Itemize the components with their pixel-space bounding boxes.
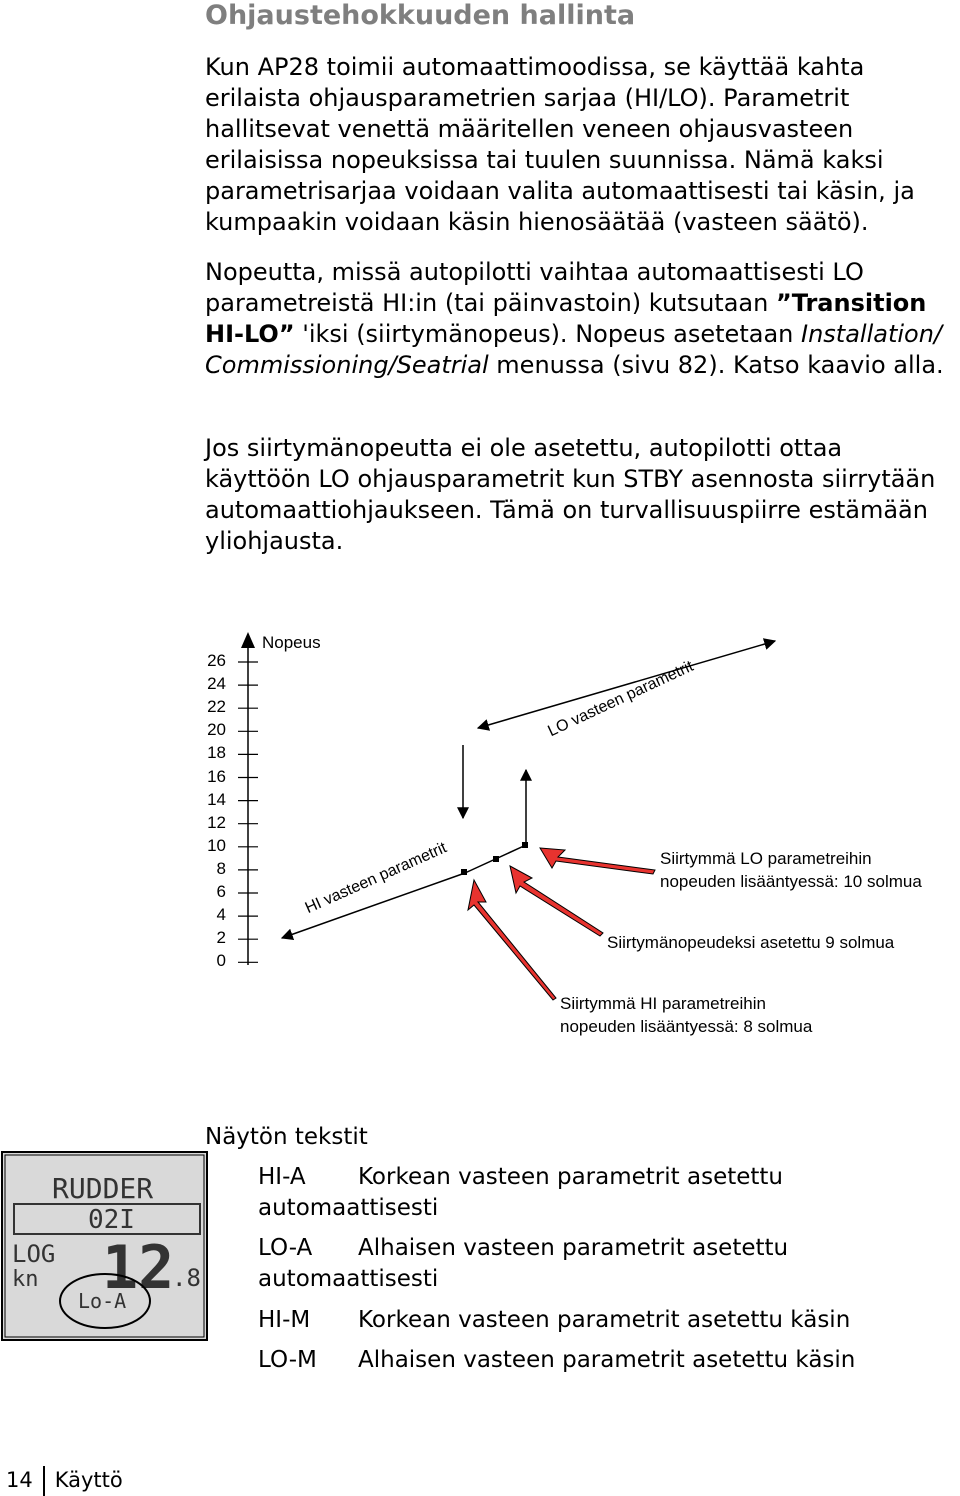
callout-hi-line1: Siirtymmä HI parametreihin	[560, 994, 766, 1013]
mode-desc: Alhaisen vasteen parametrit asetettu automaattisesti	[258, 1235, 789, 1292]
red-callout-arrows	[468, 848, 655, 1000]
page-number: 14	[6, 1468, 33, 1492]
lcd-title: RUDDER	[52, 1172, 154, 1205]
point-9-knots	[493, 856, 499, 862]
axis-tick-label: 8	[216, 858, 226, 878]
axis-tick-label: 4	[216, 905, 226, 925]
axis-arrowhead	[241, 632, 255, 648]
axis-tick-label: 16	[207, 766, 226, 786]
mode-code: LO-M	[258, 1347, 317, 1373]
mode-desc: Korkean vasteen parametrit asetettu automaattisesti	[258, 1164, 783, 1221]
mode-desc: Korkean vasteen parametrit asetettu käsin	[358, 1307, 851, 1333]
callout-hi-transition	[560, 992, 812, 1038]
axis-tick-label: 20	[207, 720, 226, 740]
section-name: Käyttö	[54, 1468, 123, 1492]
transition-text-e: menussa (sivu 82). Katso kaavio alla.	[488, 351, 944, 379]
lcd-rudder-value: 02I	[88, 1205, 135, 1235]
display-texts-title: Näytön tekstit	[205, 1124, 368, 1150]
transition-text-a: Nopeutta, missä autopilotti vaihtaa automaattisesti LO parametreistä HI:in (tai päinvastoin) kutsutaan	[205, 258, 864, 317]
axis-tick-label: 10	[207, 835, 226, 855]
hi-line-label: HI vasteen parametrit	[302, 839, 450, 918]
axis-tick-label: 6	[216, 882, 226, 901]
axis-tick-label: 18	[207, 743, 226, 763]
axis-tick-label: 26	[207, 651, 226, 670]
display-text-row	[258, 1305, 938, 1336]
display-text-row	[258, 1233, 938, 1295]
lcd-unit-label: kn	[12, 1267, 39, 1292]
page-heading: Ohjaustehokkuuden hallinta	[205, 0, 636, 31]
speed-axis-label: Nopeus	[262, 633, 321, 652]
callout-lo-transition	[660, 847, 922, 893]
axis-tick-label: 12	[207, 812, 226, 832]
page-footer	[6, 1466, 123, 1496]
lo-parameter-line	[478, 641, 775, 728]
lo-line-label: LO vasteen parametrit	[545, 657, 697, 741]
lcd-speed-big: 12	[102, 1233, 175, 1303]
footer-separator	[43, 1466, 45, 1496]
callout-lo-line1: Siirtymmä LO parametreihin	[660, 849, 872, 868]
lcd-display	[0, 1148, 210, 1348]
axis-tick-label: 2	[216, 928, 226, 948]
axis-tick-label: 22	[207, 697, 226, 717]
mode-code: HI-M	[258, 1307, 311, 1333]
callout-lo-line2: nopeuden lisääntyessä: 10 solmua	[660, 872, 922, 891]
point-10-knots	[522, 842, 528, 848]
safety-paragraph: Jos siirtymänopeutta ei ole asetettu, autopilotti ottaa käyttöön LO ohjausparametrit kun STBY asennosta siirrytään automaattiohjaukseen. Tämä on turvallisuuspiirre estämään yliohjausta.	[205, 434, 936, 555]
point-8-knots	[461, 869, 467, 875]
lcd-log-label: LOG	[12, 1240, 56, 1268]
menu-path: Installation/ Commissioning/Seatrial	[205, 320, 942, 379]
mode-desc: Alhaisen vasteen parametrit asetettu käsin	[358, 1347, 856, 1373]
display-text-row	[258, 1345, 938, 1376]
callout-hi-line2: nopeuden lisääntyessä: 8 solmua	[560, 1017, 813, 1036]
mode-code: LO-A	[258, 1235, 313, 1261]
transition-text-c: 'iksi (siirtymänopeus). Nopeus asetetaan	[294, 320, 801, 348]
callout-set-speed: Siirtymänopeudeksi asetettu 9 solmua	[607, 933, 895, 952]
axis-tick-label: 0	[216, 951, 226, 971]
display-text-row	[258, 1162, 938, 1224]
axis-tick-label: 14	[207, 789, 226, 809]
lcd-speed-decimal: .8	[172, 1264, 201, 1292]
mode-code: HI-A	[258, 1164, 306, 1190]
intro-paragraph: Kun AP28 toimii automaattimoodissa, se käyttää kahta erilaista ohjausparametrien sarjaa (HI/LO). Parametrit hallitsevat venettä määritellen veneen ohjausvasteen erilaisissa nopeuksissa tai tuulen suunnissa. Nämä kaksi parametrisarjaa voidaan valita automaattisesti tai käsin, ja kumpaakin voidaan käsin hienosäätää (vasteen säätö).	[205, 53, 915, 236]
axis-tick-label: 24	[207, 674, 226, 694]
transition-term: ”Transition HI-LO”	[205, 289, 927, 348]
lcd-mode-text: Lo-A	[78, 1289, 127, 1313]
